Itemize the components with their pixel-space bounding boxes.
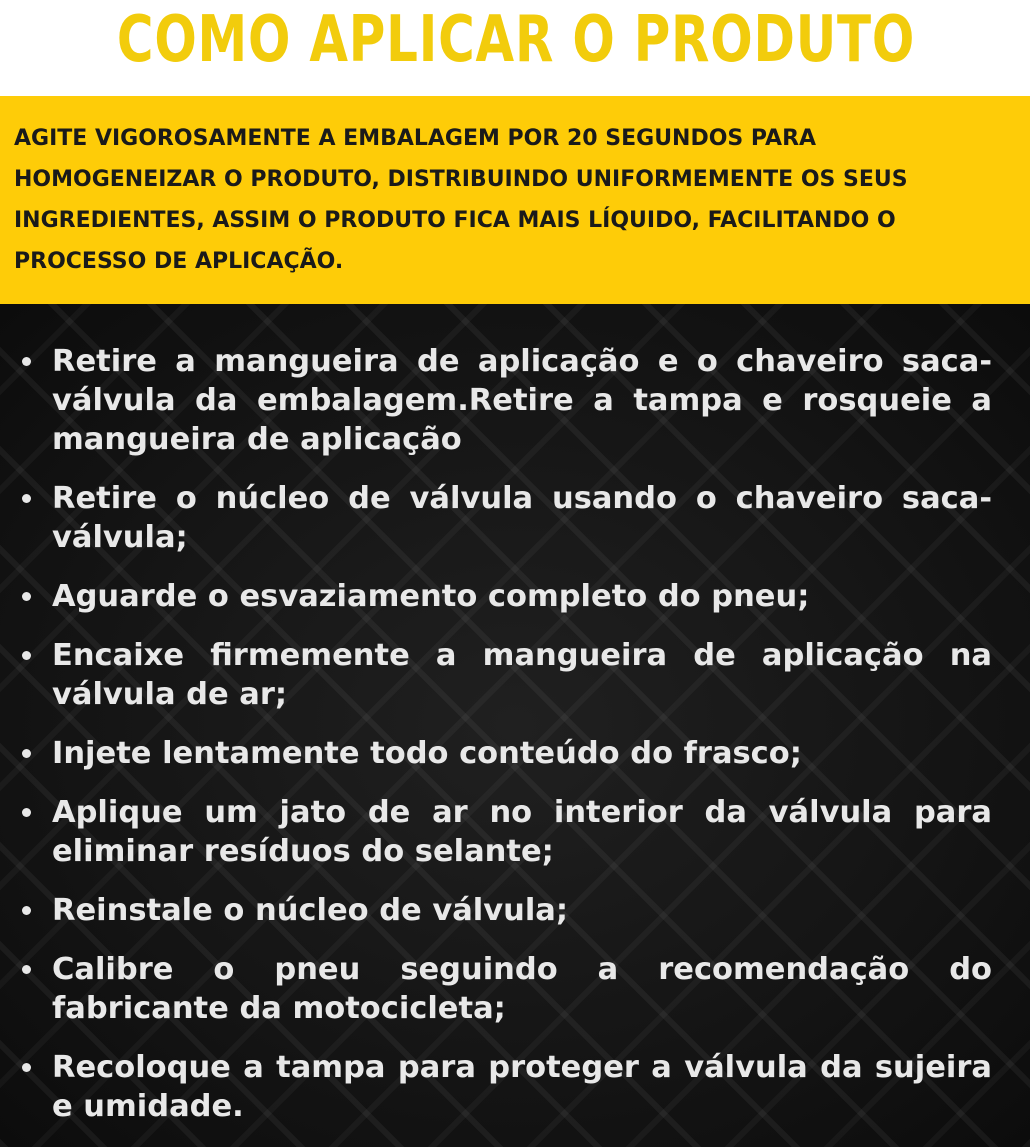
bullet-icon — [22, 651, 31, 660]
intro-box — [0, 96, 1030, 304]
intro-text: AGITE VIGOROSAMENTE A EMBALAGEM POR 20 SEGUNDOS PARA HOMOGENEIZAR O PRODUTO, DISTRIBUINDO UNIFORMEMENTE OS SEUS INGREDIENTES, ASSIM O PRODUTO FICA MAIS LÍQUIDO, FACILITANDO O PROCESSO DE APLICAÇÃO. — [14, 126, 908, 274]
list-item — [18, 479, 992, 557]
bullet-icon — [22, 494, 31, 503]
step-text: Encaixe firmemente a mangueira de aplicação na válvula de ar; — [52, 638, 992, 712]
bullet-icon — [22, 906, 31, 915]
list-item — [18, 1048, 992, 1126]
list-item — [18, 734, 992, 773]
list-item — [18, 793, 992, 871]
step-text: Injete lentamente todo conteúdo do frasco; — [52, 736, 802, 771]
page-title: COMO APLICAR O PRODUTO — [116, 3, 916, 77]
steps-panel — [0, 304, 1030, 1147]
bullet-icon — [22, 808, 31, 817]
step-text: Calibre o pneu seguindo a recomendação do fabricante da motocicleta; — [52, 952, 992, 1026]
steps-list — [0, 304, 1030, 1126]
list-item — [18, 950, 992, 1028]
bullet-icon — [22, 592, 31, 601]
list-item — [18, 636, 992, 714]
bullet-icon — [22, 965, 31, 974]
list-item — [18, 342, 992, 459]
step-text: Reinstale o núcleo de válvula; — [52, 893, 569, 928]
bullet-icon — [22, 1063, 31, 1072]
step-text: Recoloque a tampa para proteger a válvula da sujeira e umidade. — [52, 1050, 992, 1124]
step-text: Retire o núcleo de válvula usando o chaveiro saca-válvula; — [52, 481, 992, 555]
list-item — [18, 577, 992, 616]
step-text: Retire a mangueira de aplicação e o chaveiro saca-válvula da embalagem.Retire a tampa e rosqueie a mangueira de aplicação — [52, 344, 992, 457]
list-item — [18, 891, 992, 930]
step-text: Aplique um jato de ar no interior da válvula para eliminar resíduos do selante; — [52, 795, 992, 869]
bullet-icon — [22, 749, 31, 758]
step-text: Aguarde o esvaziamento completo do pneu; — [52, 579, 810, 614]
bullet-icon — [22, 357, 31, 366]
